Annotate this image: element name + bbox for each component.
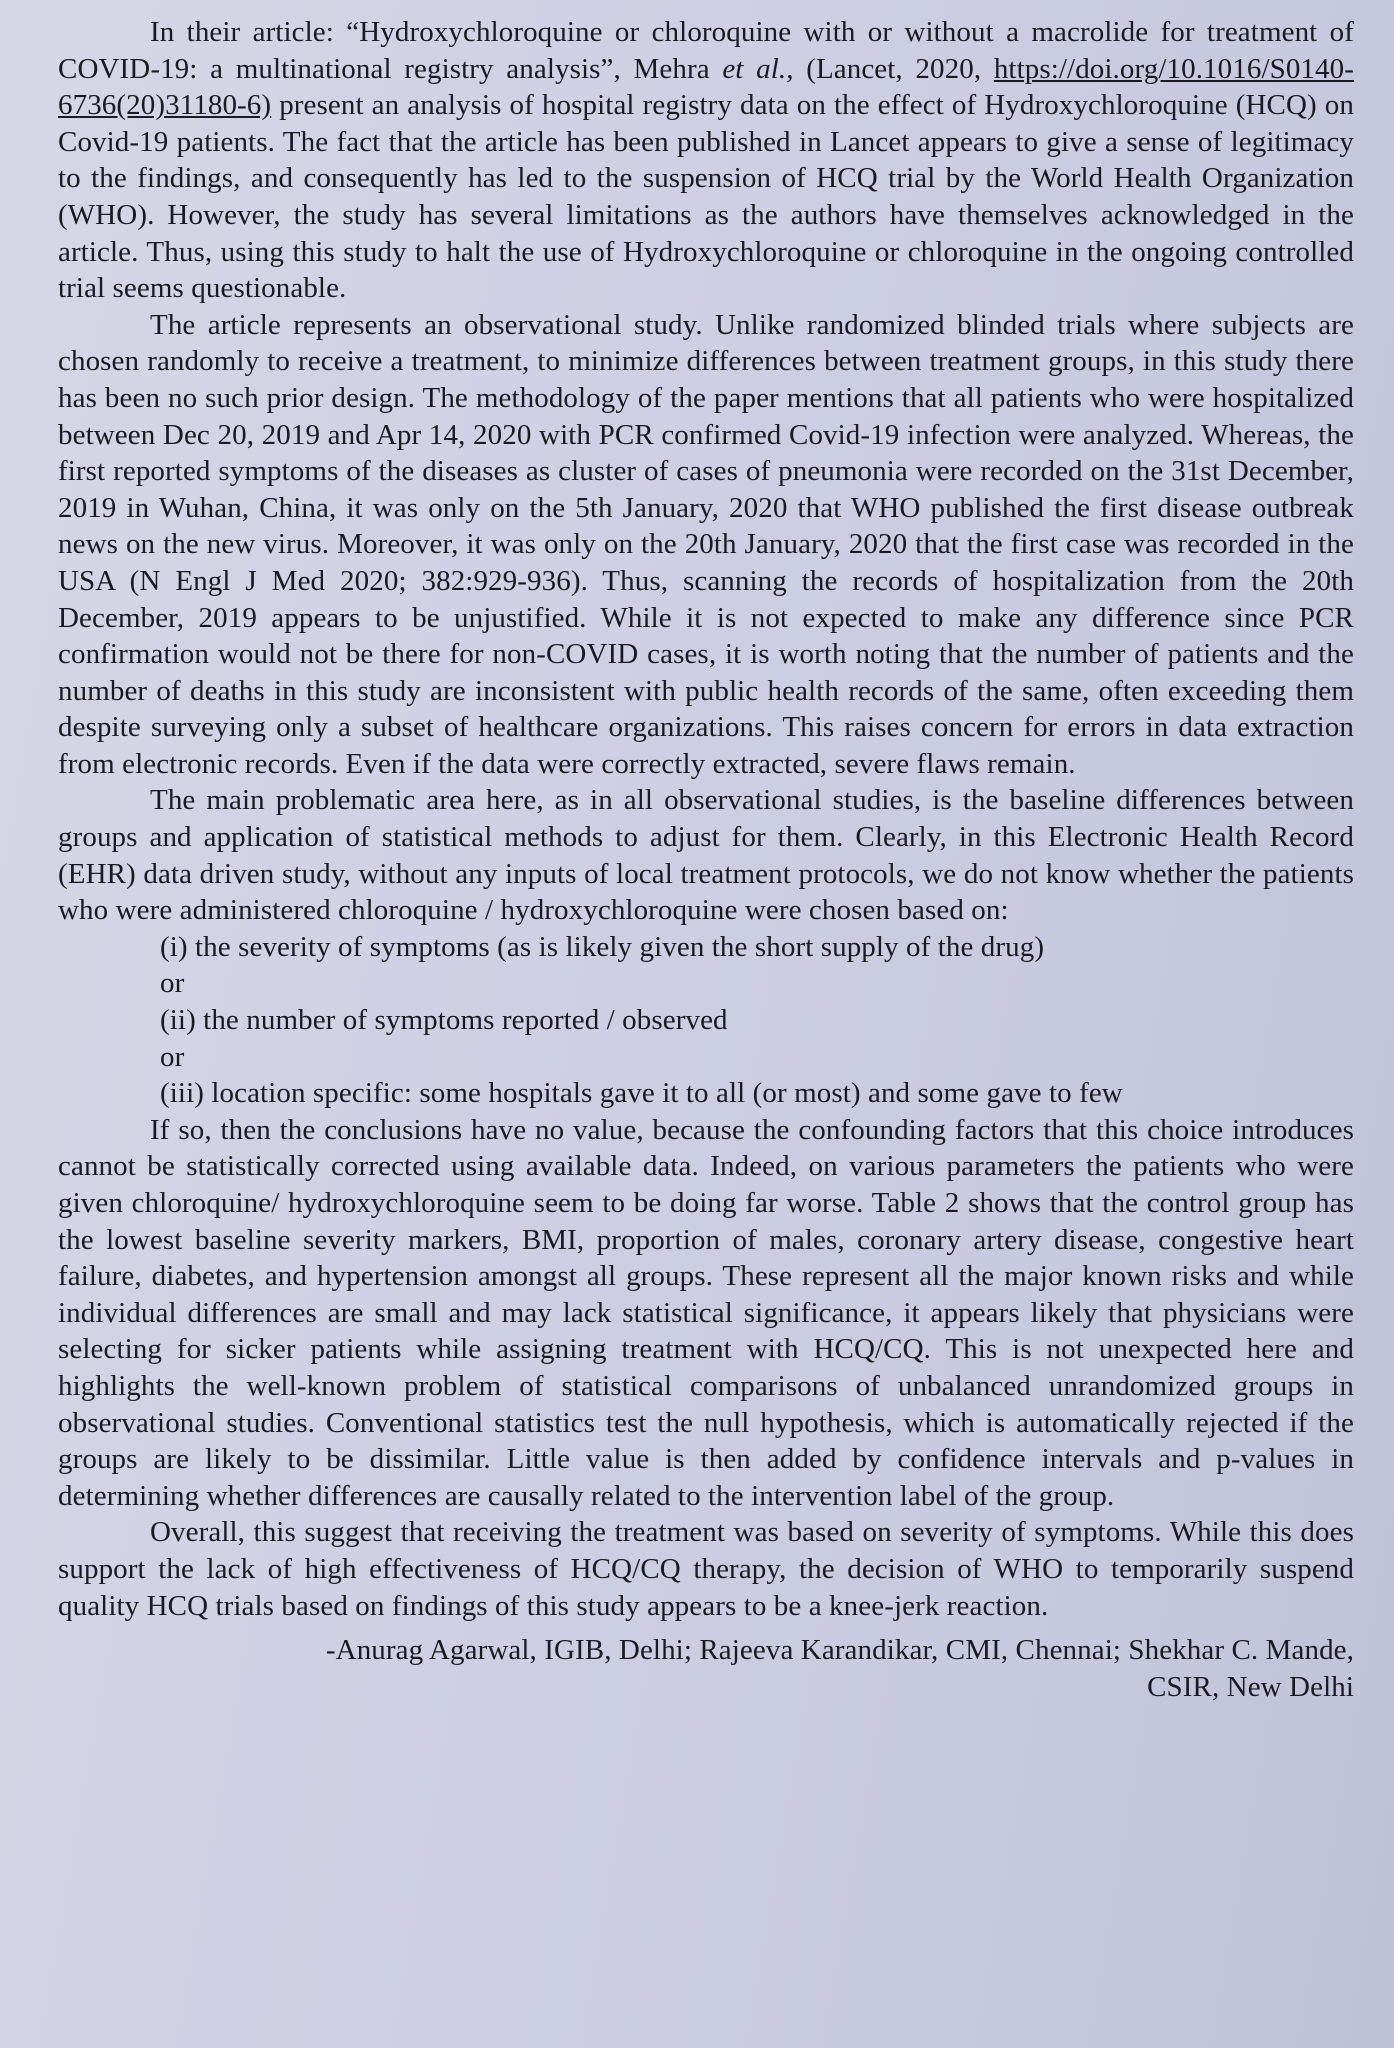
paragraph-conclusion: Overall, this suggest that receiving the treatment was based on severity of symptoms. While this does support the lack of high effectiveness of HCQ/CQ therapy, the decision of WHO to temporarily suspend quality HCQ trials based on findings of this study appears to be a knee-jerk reaction. [58, 1516, 1354, 1622]
criteria-list [58, 929, 1354, 1112]
intro-rest-text: present an analysis of hospital registry data on the effect of Hydroxychloroquine (HCQ) on Covid-19 patients. The fact that the article has been published in Lancet appears to give a sense of legitimacy to the findings, and consequently has led to the suspension of HCQ trial by the World Health Organization (WHO). However, the study has several limitations as the authors have themselves acknowledged in the article. Thus, using this study to halt the use of Hydroxychloroquine or chloroquine in the ongoing controlled trial seems questionable. [58, 89, 1354, 305]
intro-text: In their article: “Hydroxychloroquine or chloroquine with or without a macrolide for treatment of COVID-19: a multinational registry analysis”, Mehra [58, 16, 1354, 85]
paragraph-baseline: The main problematic area here, as in all observational studies, is the baseline differences between groups and application of statistical methods to adjust for them. Clearly, in this Electronic Health Record (EHR) data driven study, without any inputs of local treatment protocols, we do not know whether the patients who were administered chloroquine / hydroxychloroquine were chosen based on: [58, 784, 1354, 927]
doi-link[interactable]: https://doi.org/10.1016/S0140-6736(20)31180-6) [58, 52, 1354, 122]
list-item: (iii) location specific: some hospitals gave it to all (or most) and some gave to few [160, 1077, 1123, 1110]
citation-text: , (Lancet, 2020, [786, 52, 994, 85]
paragraph-confounding: If so, then the conclusions have no value, because the confounding factors that this choice introduces cannot be statistically corrected using available data. Indeed, on various parameters the patients who were given chloroquine/ hydroxychloroquine seem to be doing far worse. Table 2 shows that the control group has the lowest baseline severity markers, BMI, proportion of males, coronary artery disease, congestive heart failure, diabetes, and hypertension amongst all groups. These represent all the major known risks and while individual differences are small and may lack statistical significance, it appears likely that physicians were selecting for sicker patients while assigning treatment with HCQ/CQ. This is not unexpected here and highlights the well-known problem of statistical comparisons of unbalanced unrandomized groups in observational studies. Conventional statistics test the null hypothesis, which is automatically rejected if the groups are likely to be dissimilar. Little value is then added by confidence intervals and p-values in determining whether differences are causally related to the intervention label of the group. [58, 1113, 1354, 1512]
paragraph-intro [58, 14, 1354, 307]
paragraph-observational: The article represents an observational study. Unlike randomized blinded trials where subjects are chosen randomly to receive a treatment, to minimize differences between treatment groups, in this study there has been no such prior design. The methodology of the paper mentions that all patients who were hospitalized between Dec 20, 2019 and Apr 14, 2020 with PCR confirmed Covid-19 infection were analyzed. Whereas, the first reported symptoms of the diseases as cluster of cases of pneumonia were recorded on the 31st December, 2019 in Wuhan, China, it was only on the 5th January, 2020 that WHO published the first disease outbreak news on the new virus. Moreover, it was only on the 20th January, 2020 that the first case was recorded in the USA (N Engl J Med 2020; 382:929-936). Thus, scanning the records of hospitalization from the 20th December, 2019 appears to be unjustified. While it is not expected to make any difference since PCR confirmation would not be there for non-COVID cases, it is worth noting that the number of patients and the number of deaths in this study are inconsistent with public health records of the same, often exceeding them despite surveying only a subset of healthcare organizations. This raises concern for errors in data extraction from electronic records. Even if the data were correctly extracted, severe flaws remain. [58, 308, 1354, 780]
list-item: or [160, 967, 185, 1000]
signature-authors: -Anurag Agarwal, IGIB, Delhi; Rajeeva Karandikar, CMI, Chennai; Shekhar C. Mande, [325, 1634, 1354, 1667]
signature-affiliation: CSIR, New Delhi [1147, 1670, 1354, 1703]
list-item: (ii) the number of symptoms reported / observed [160, 1004, 728, 1037]
list-item: or [160, 1040, 185, 1073]
letter-body [58, 14, 1354, 1705]
list-item: (i) the severity of symptoms (as is likely given the short supply of the drug) [160, 930, 1045, 963]
et-al-text: et al. [722, 52, 787, 85]
signature-block [58, 1632, 1354, 1705]
